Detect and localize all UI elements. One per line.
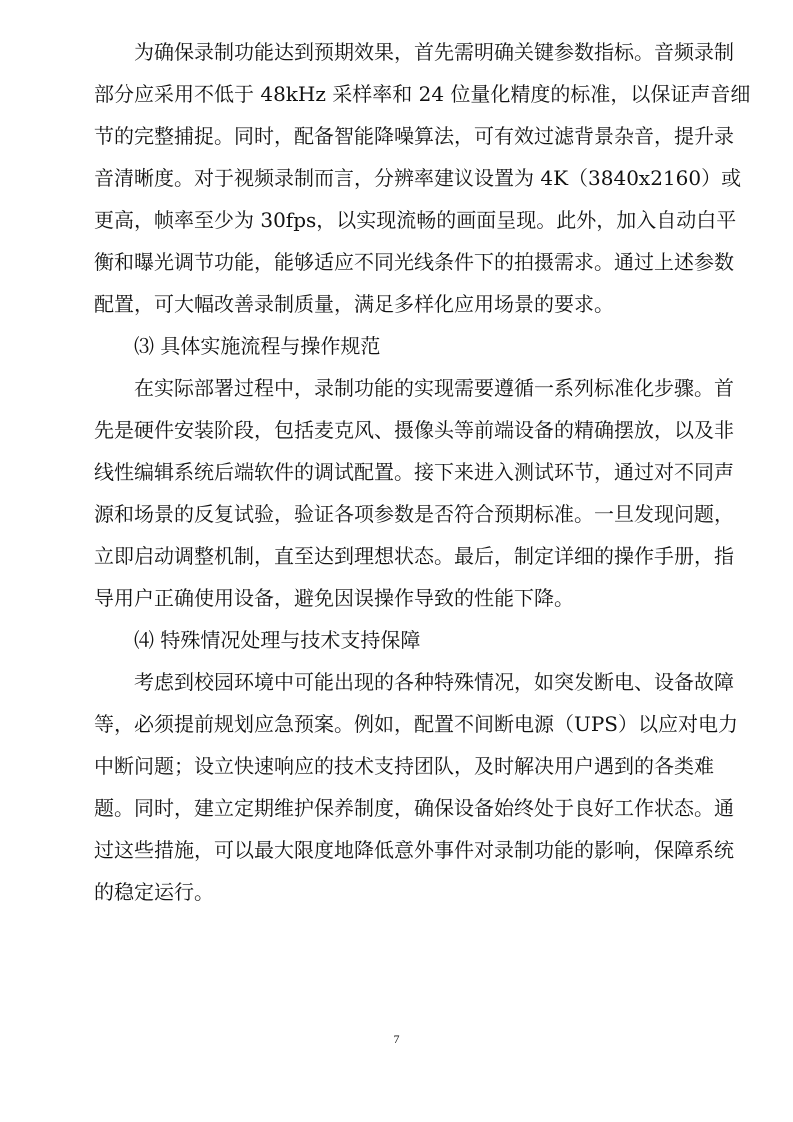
paragraph-special-situations bbox=[94, 661, 739, 913]
paragraph-line: 过这些措施，可以最大限度地降低意外事件对录制功能的影响，保障系统 bbox=[94, 838, 734, 862]
paragraph-line: 线性编辑系统后端软件的调试配置。接下来进入测试环节，通过对不同声 bbox=[94, 460, 734, 484]
paragraph-line: 题。同时，建立定期维护保养制度，确保设备始终处于良好工作状态。通 bbox=[94, 796, 734, 820]
paragraph-line: 中断问题；设立快速响应的技术支持团队，及时解决用户遇到的各类难 bbox=[94, 754, 714, 778]
page-number: 7 bbox=[393, 1032, 400, 1046]
paragraph-line: 配置，可大幅改善录制质量，满足多样化应用场景的要求。 bbox=[94, 292, 614, 316]
paragraph-line: 部分应采用不低于 48kHz 采样率和 24 位量化精度的标准，以保证声音细 bbox=[94, 82, 751, 106]
paragraph-line: 衡和曝光调节功能，能够适应不同光线条件下的拍摄需求。通过上述参数 bbox=[94, 250, 734, 274]
paragraph-line: 导用户正确使用设备，避免因误操作导致的性能下降。 bbox=[94, 586, 574, 610]
paragraph-line: 先是硬件安装阶段，包括麦克风、摄像头等前端设备的精确摆放，以及非 bbox=[94, 418, 734, 442]
paragraph-line: 的稳定运行。 bbox=[94, 880, 214, 904]
section-heading-4: ⑷ 特殊情况处理与技术支持保障 bbox=[134, 628, 421, 652]
paragraph-line: 音清晰度。对于视频录制而言，分辨率建议设置为 4K（3840x2160）或 bbox=[94, 166, 742, 190]
section-heading-3: ⑶ 具体实施流程与操作规范 bbox=[134, 334, 381, 358]
paragraph-line: 更高，帧率至少为 30fps，以实现流畅的画面呈现。此外，加入自动白平 bbox=[94, 208, 737, 232]
paragraph-implementation-process bbox=[94, 367, 734, 619]
paragraph-line: 在实际部署过程中，录制功能的实现需要遵循一系列标准化步骤。首 bbox=[134, 376, 734, 400]
paragraph-line: 节的完整捕捉。同时，配备智能降噪算法，可有效过滤背景杂音，提升录 bbox=[94, 124, 734, 148]
paragraph-line: 考虑到校园环境中可能出现的各种特殊情况，如突发断电、设备故障 bbox=[134, 670, 734, 694]
paragraph-line: 立即启动调整机制，直至达到理想状态。最后，制定详细的操作手册，指 bbox=[94, 544, 734, 568]
paragraph-line: 等，必须提前规划应急预案。例如，配置不间断电源（UPS）以应对电力 bbox=[94, 712, 739, 736]
paragraph-line: 为确保录制功能达到预期效果，首先需明确关键参数指标。音频录制 bbox=[134, 40, 734, 64]
paragraph-recording-parameters bbox=[94, 31, 751, 325]
paragraph-line: 源和场景的反复试验，验证各项参数是否符合预期标准。一旦发现问题， bbox=[94, 502, 734, 526]
document-body bbox=[94, 31, 751, 913]
